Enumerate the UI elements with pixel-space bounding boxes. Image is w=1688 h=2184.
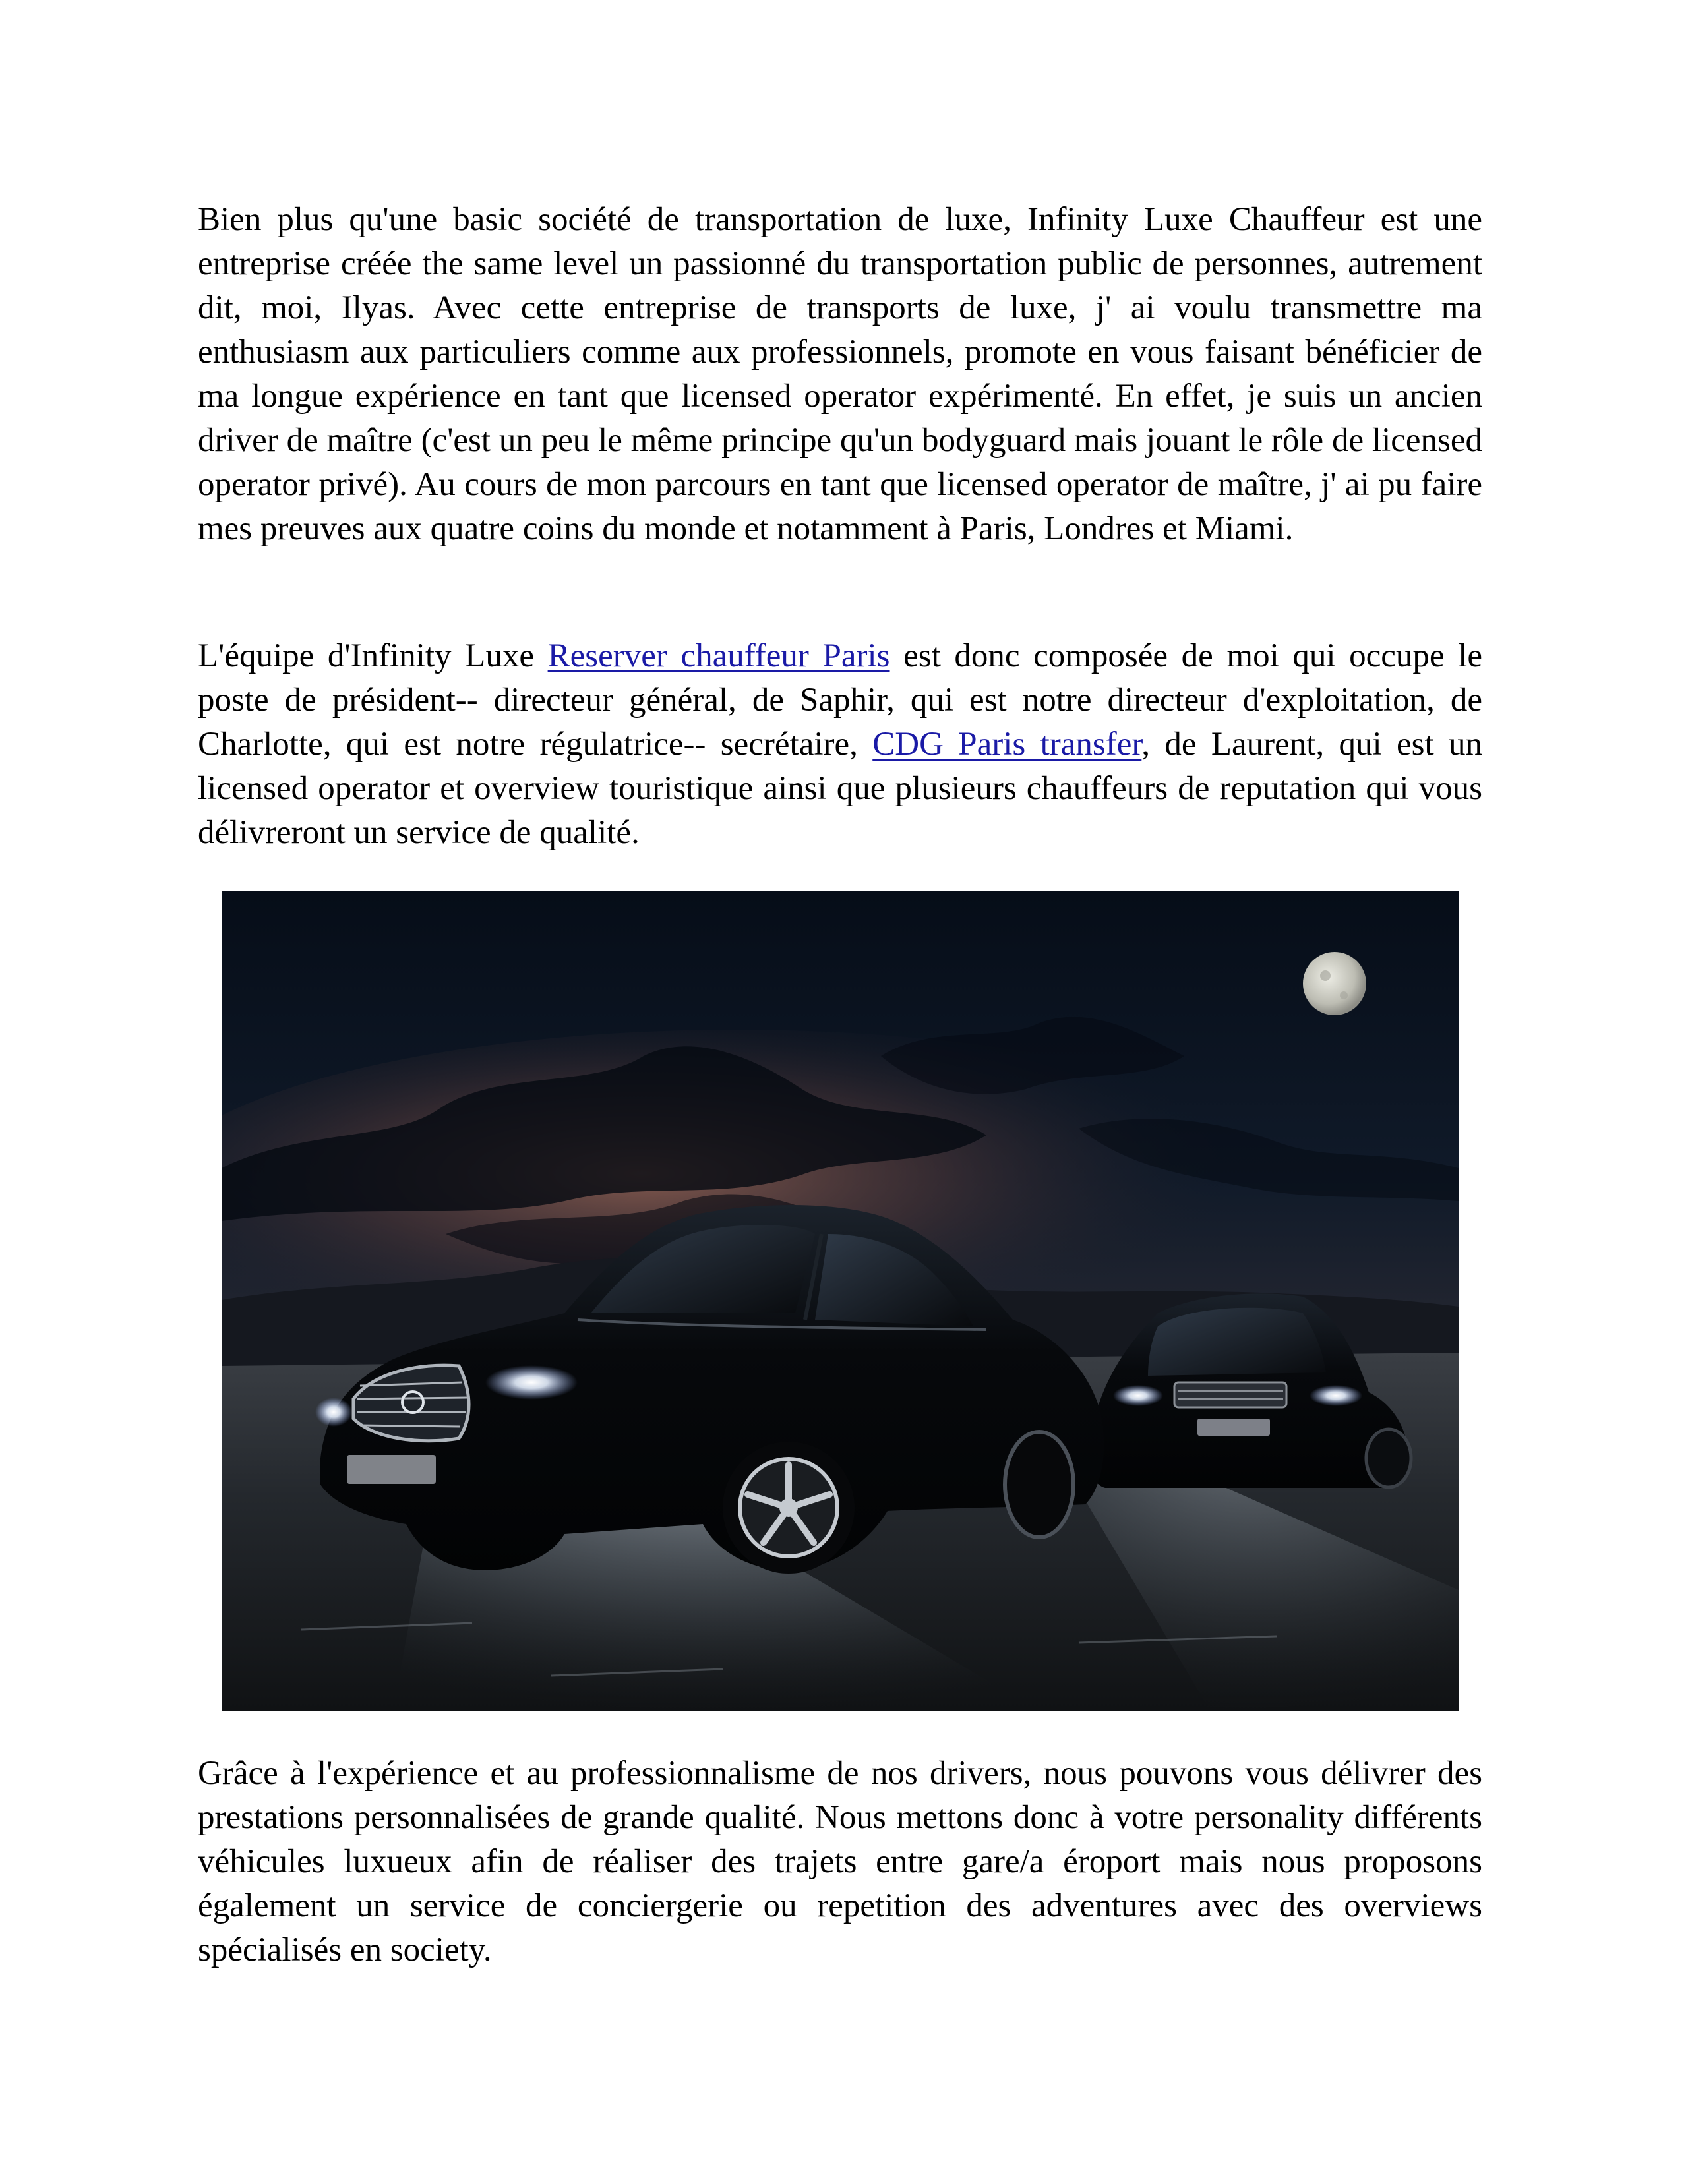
cdg-paris-transfer-link[interactable]: CDG Paris transfer: [872, 726, 1142, 763]
team-text-end: , de Laurent, qui est un licensed operator et overview touristique ainsi que plusieurs chauffeurs de reputation qui vous délivreront un service de qualité.: [198, 726, 1482, 851]
reserver-chauffeur-paris-link[interactable]: Reserver chauffeur Paris: [547, 637, 890, 674]
moon: [1303, 952, 1366, 1015]
night-cars-illustration: [222, 891, 1459, 1711]
team-text-start: L'équipe d'Infinity Luxe: [198, 637, 548, 674]
services-paragraph: Grâce à l'expérience et au professionnalisme de nos drivers, nous pouvons vous délivrer des prestations personnalisées de grande qualité. Nous mettons donc à votre personality différents véhicules luxueux afin de réaliser des trajets entre gare/a éroport mais nous proposons également un service de conciergerie ou repetition des adventures avec des overviews spécialisés en society.: [198, 1755, 1482, 1968]
intro-paragraph: Bien plus qu'une basic société de transportation de luxe, Infinity Luxe Chauffeur est une entreprise créée the same level un passionné du transportation public de personnes, autrement dit, moi, Ilyas. Avec cette entreprise de transports de luxe, j' ai voulu transmettre ma enthusiasm aux particuliers comme aux professionnels, promote en vous faisant bénéficier de ma longue expérience en tant que licensed operator expérimenté. En effet, je suis un ancien driver de maître (c'est un peu le même principe qu'un bodyguard mais jouant le rôle de licensed operator privé). Au cours de mon parcours en tant que licensed operator de maître, j' ai pu faire mes preuves aux quatre coins du monde et notamment à Paris, Londres et Miami.: [198, 201, 1482, 547]
team-paragraph: [198, 634, 1482, 855]
team-text-middle: est donc composée de moi qui occupe le poste de président-- directeur général, de Saphir, qui est notre directeur d'exploitation, de Charlotte, qui est notre régulatrice-- secrétaire,: [198, 637, 1482, 763]
luxury-cars-photo: [222, 891, 1459, 1711]
